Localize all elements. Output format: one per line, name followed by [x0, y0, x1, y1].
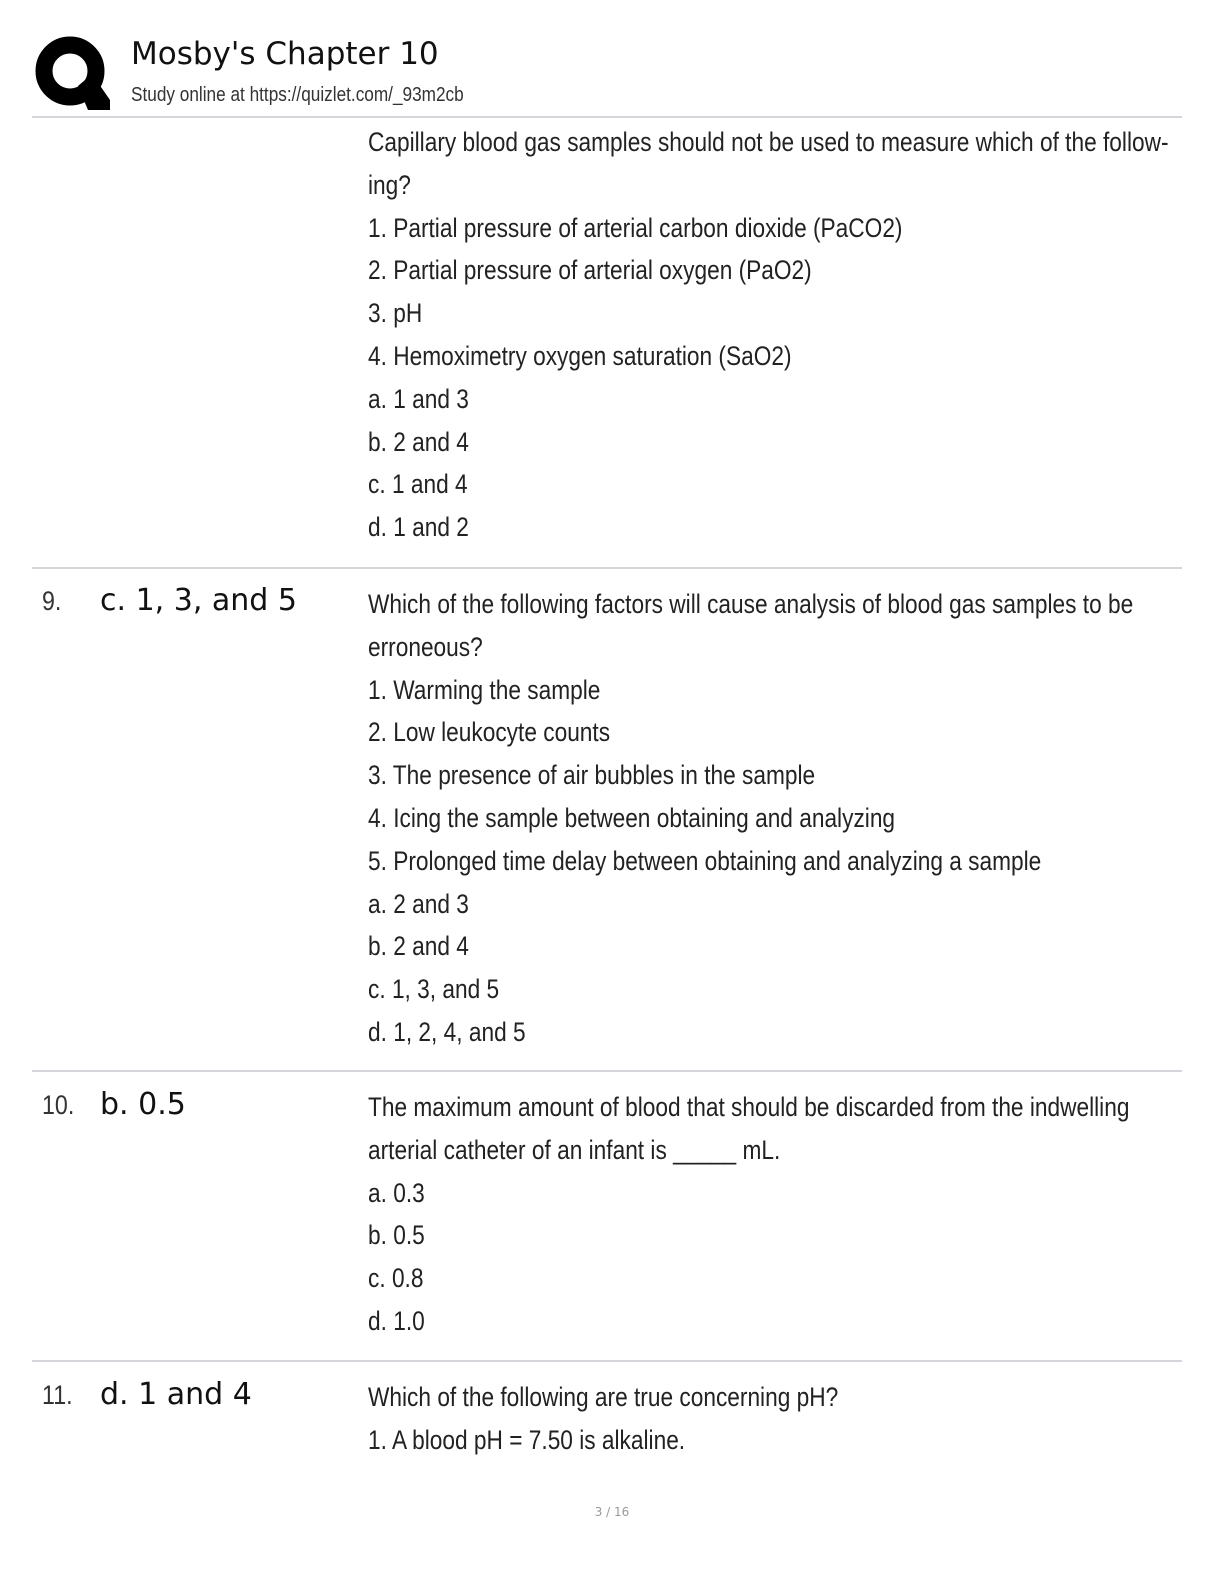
card-number: 10.: [42, 1090, 75, 1120]
question-line: b. 0.5: [368, 1220, 425, 1251]
question-line: 3. The presence of air bubbles in the sample: [368, 760, 816, 791]
study-link: Study online at https://quizlet.com/_93m2cb: [131, 84, 464, 106]
question-line: d. 1.0: [368, 1305, 425, 1336]
page-number: 3 / 16: [594, 1505, 630, 1519]
question-line: Which of the following are true concerning pH?: [368, 1382, 839, 1412]
question-line: d. 1 and 2: [368, 512, 469, 543]
question-line: 4. Icing the sample between obtaining and analyzing: [368, 802, 896, 833]
question-line: erroneous?: [368, 631, 483, 662]
question-line: arterial catheter of an infant is _____ mL.: [368, 1134, 781, 1165]
question-line: Capillary blood gas samples should not be used to measure which of the follow-: [368, 127, 1169, 157]
page-title: Mosby's Chapter 10: [131, 36, 439, 72]
flashcard: [32, 567, 1182, 1072]
question-line: a. 1 and 3: [368, 383, 469, 414]
question-line: 5. Prolonged time delay between obtaining and analyzing a sample: [368, 845, 1042, 876]
question-line: 2. Low leukocyte counts: [368, 717, 611, 748]
question-line: b. 2 and 4: [368, 931, 469, 962]
flashcard: [32, 118, 1182, 568]
page-header: [32, 28, 1182, 118]
question-line: 2. Partial pressure of arterial oxygen (PaO2): [368, 255, 812, 286]
question-line: 1. Warming the sample: [368, 674, 601, 705]
question-line: a. 0.3: [368, 1177, 425, 1208]
card-question: [368, 1376, 1158, 1462]
question-line: Which of the following factors will cause analysis of blood gas samples to be: [368, 589, 1134, 619]
question-line: c. 1 and 4: [368, 469, 468, 500]
card-question: [368, 121, 1169, 549]
flashcard: [32, 1360, 1182, 1472]
flashcard: [32, 1070, 1182, 1362]
card-answer: c. 1, 3, and 5: [100, 583, 297, 618]
card-question: [368, 583, 1158, 1054]
card-answer: b. 0.5: [100, 1087, 186, 1122]
question-line: b. 2 and 4: [368, 426, 469, 457]
question-line: ing?: [368, 169, 411, 200]
card-answer: d. 1 and 4: [100, 1377, 252, 1412]
question-line: The maximum amount of blood that should be discarded from the indwelling: [368, 1092, 1130, 1122]
quizlet-logo-icon: [34, 34, 110, 110]
question-line: 3. pH: [368, 298, 423, 329]
card-question: [368, 1086, 1158, 1343]
question-line: 1. Partial pressure of arterial carbon dioxide (PaCO2): [368, 212, 903, 243]
question-line: 4. Hemoximetry oxygen saturation (SaO2): [368, 340, 792, 371]
question-line: d. 1, 2, 4, and 5: [368, 1016, 526, 1047]
question-line: 1. A blood pH = 7.50 is alkaline.: [368, 1424, 686, 1455]
question-line: c. 1, 3, and 5: [368, 974, 500, 1005]
card-number: 9.: [42, 586, 62, 616]
question-line: c. 0.8: [368, 1263, 424, 1294]
question-line: a. 2 and 3: [368, 888, 469, 919]
card-number: 11.: [42, 1380, 73, 1410]
